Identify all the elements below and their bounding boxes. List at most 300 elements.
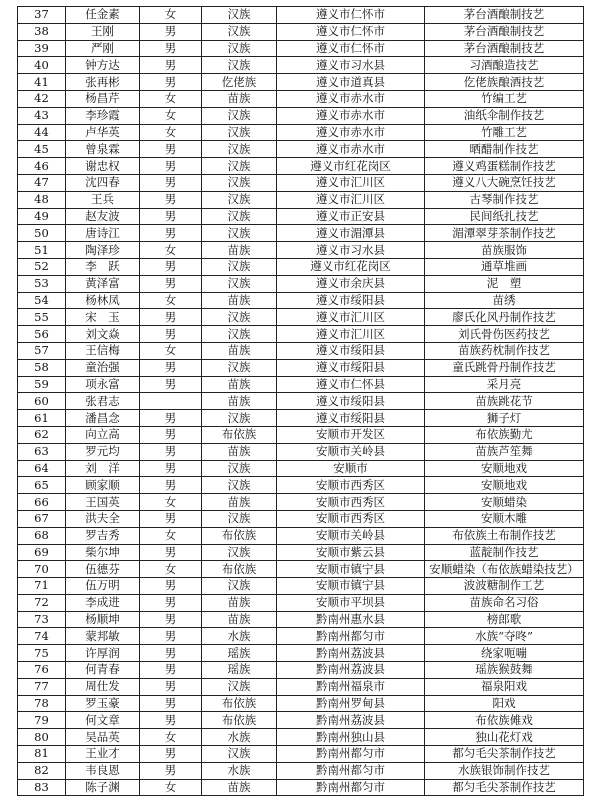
row-number-cell: 82 bbox=[18, 762, 66, 779]
location-cell: 遵义市赤水市 bbox=[277, 141, 425, 158]
name-cell: 张君志 bbox=[66, 393, 140, 410]
ethnicity-cell: 水族 bbox=[202, 729, 277, 746]
ethnicity-cell: 汉族 bbox=[202, 258, 277, 275]
ethnicity-cell: 汉族 bbox=[202, 460, 277, 477]
name-cell: 周仕发 bbox=[66, 678, 140, 695]
ethnicity-cell: 苗族 bbox=[202, 90, 277, 107]
location-cell: 遵义市赤水市 bbox=[277, 107, 425, 124]
heritage-item-cell: 晒醋制作技艺 bbox=[425, 141, 584, 158]
table-body bbox=[18, 7, 584, 796]
heritage-item-cell: 安顺蜡染（布依族蜡染技艺） bbox=[425, 561, 584, 578]
row-number-cell: 77 bbox=[18, 678, 66, 695]
name-cell: 王刚 bbox=[66, 23, 140, 40]
heritage-item-cell: 油纸伞制作技艺 bbox=[425, 107, 584, 124]
sex-cell: 女 bbox=[140, 729, 202, 746]
ethnicity-cell: 苗族 bbox=[202, 242, 277, 259]
row-number-cell: 69 bbox=[18, 544, 66, 561]
location-cell: 黔南州惠水县 bbox=[277, 611, 425, 628]
heritage-item-cell: 布依族土布制作技艺 bbox=[425, 527, 584, 544]
table-row bbox=[18, 494, 584, 511]
name-cell: 谢忠权 bbox=[66, 158, 140, 175]
table-row bbox=[18, 561, 584, 578]
ethnicity-cell: 汉族 bbox=[202, 544, 277, 561]
ethnicity-cell: 苗族 bbox=[202, 342, 277, 359]
sex-cell: 女 bbox=[140, 527, 202, 544]
ethnicity-cell: 汉族 bbox=[202, 124, 277, 141]
sex-cell: 男 bbox=[140, 594, 202, 611]
name-cell: 伍德芬 bbox=[66, 561, 140, 578]
table-row bbox=[18, 376, 584, 393]
name-cell: 柴尔坤 bbox=[66, 544, 140, 561]
heritage-item-cell: 遵义鸡蛋糕制作技艺 bbox=[425, 158, 584, 175]
location-cell: 安顺市镇宁县 bbox=[277, 578, 425, 595]
row-number-cell: 49 bbox=[18, 208, 66, 225]
ethnicity-cell: 汉族 bbox=[202, 746, 277, 763]
ethnicity-cell: 苗族 bbox=[202, 443, 277, 460]
heritage-item-cell: 狮子灯 bbox=[425, 410, 584, 427]
sex-cell: 男 bbox=[140, 410, 202, 427]
sex-cell: 男 bbox=[140, 477, 202, 494]
sex-cell: 男 bbox=[140, 208, 202, 225]
table-row bbox=[18, 477, 584, 494]
row-number-cell: 83 bbox=[18, 779, 66, 796]
heritage-item-cell: 苗绣 bbox=[425, 292, 584, 309]
location-cell: 黔南州都匀市 bbox=[277, 628, 425, 645]
table-row bbox=[18, 57, 584, 74]
ethnicity-cell: 汉族 bbox=[202, 191, 277, 208]
location-cell: 黔南州都匀市 bbox=[277, 746, 425, 763]
location-cell: 遵义市红花岗区 bbox=[277, 158, 425, 175]
ethnicity-cell: 苗族 bbox=[202, 611, 277, 628]
location-cell: 遵义市赤水市 bbox=[277, 90, 425, 107]
location-cell: 黔南州罗甸县 bbox=[277, 695, 425, 712]
sex-cell: 男 bbox=[140, 510, 202, 527]
sex-cell: 女 bbox=[140, 561, 202, 578]
table-row bbox=[18, 678, 584, 695]
name-cell: 向立高 bbox=[66, 426, 140, 443]
row-number-cell: 57 bbox=[18, 342, 66, 359]
location-cell: 遵义市汇川区 bbox=[277, 191, 425, 208]
ethnicity-cell: 汉族 bbox=[202, 174, 277, 191]
heritage-item-cell: 苗族命名习俗 bbox=[425, 594, 584, 611]
location-cell: 安顺市关岭县 bbox=[277, 527, 425, 544]
sex-cell: 男 bbox=[140, 141, 202, 158]
heritage-item-cell: 民间纸扎技艺 bbox=[425, 208, 584, 225]
name-cell: 杨昌芹 bbox=[66, 90, 140, 107]
table-row bbox=[18, 90, 584, 107]
table-row bbox=[18, 74, 584, 91]
heritage-item-cell: 独山花灯戏 bbox=[425, 729, 584, 746]
ethnicity-cell: 瑶族 bbox=[202, 645, 277, 662]
ethnicity-cell: 布依族 bbox=[202, 561, 277, 578]
row-number-cell: 67 bbox=[18, 510, 66, 527]
sex-cell: 男 bbox=[140, 611, 202, 628]
ethnicity-cell: 苗族 bbox=[202, 594, 277, 611]
ethnicity-cell: 汉族 bbox=[202, 309, 277, 326]
location-cell: 遵义市余庆县 bbox=[277, 275, 425, 292]
name-cell: 沈四春 bbox=[66, 174, 140, 191]
heritage-item-cell: 采月亮 bbox=[425, 376, 584, 393]
table-row bbox=[18, 544, 584, 561]
row-number-cell: 50 bbox=[18, 225, 66, 242]
row-number-cell: 76 bbox=[18, 662, 66, 679]
ethnicity-cell: 仡佬族 bbox=[202, 74, 277, 91]
row-number-cell: 68 bbox=[18, 527, 66, 544]
row-number-cell: 37 bbox=[18, 7, 66, 24]
heritage-item-cell: 苗族跳花节 bbox=[425, 393, 584, 410]
sex-cell: 女 bbox=[140, 242, 202, 259]
location-cell: 安顺市紫云县 bbox=[277, 544, 425, 561]
heritage-item-cell: 竹编工艺 bbox=[425, 90, 584, 107]
name-cell: 洪夫全 bbox=[66, 510, 140, 527]
name-cell: 李成进 bbox=[66, 594, 140, 611]
heritage-item-cell: 安顺木雕 bbox=[425, 510, 584, 527]
location-cell: 黔南州荔波县 bbox=[277, 662, 425, 679]
name-cell: 蒙邦敏 bbox=[66, 628, 140, 645]
ethnicity-cell: 汉族 bbox=[202, 23, 277, 40]
table-row bbox=[18, 695, 584, 712]
row-number-cell: 74 bbox=[18, 628, 66, 645]
heritage-item-cell: 水族“夺咚” bbox=[425, 628, 584, 645]
row-number-cell: 53 bbox=[18, 275, 66, 292]
location-cell: 黔南州荔波县 bbox=[277, 712, 425, 729]
row-number-cell: 63 bbox=[18, 443, 66, 460]
heritage-item-cell: 通草堆画 bbox=[425, 258, 584, 275]
location-cell: 遵义市汇川区 bbox=[277, 309, 425, 326]
location-cell: 安顺市开发区 bbox=[277, 426, 425, 443]
row-number-cell: 41 bbox=[18, 74, 66, 91]
row-number-cell: 44 bbox=[18, 124, 66, 141]
table-row bbox=[18, 158, 584, 175]
row-number-cell: 66 bbox=[18, 494, 66, 511]
sex-cell: 男 bbox=[140, 712, 202, 729]
location-cell: 遵义市绥阳县 bbox=[277, 342, 425, 359]
name-cell: 钟方达 bbox=[66, 57, 140, 74]
ethnicity-cell: 汉族 bbox=[202, 359, 277, 376]
row-number-cell: 75 bbox=[18, 645, 66, 662]
sex-cell: 男 bbox=[140, 578, 202, 595]
location-cell: 遵义市汇川区 bbox=[277, 174, 425, 191]
table-row bbox=[18, 258, 584, 275]
name-cell: 杨顺坤 bbox=[66, 611, 140, 628]
ethnicity-cell: 汉族 bbox=[202, 578, 277, 595]
sex-cell: 男 bbox=[140, 275, 202, 292]
sex-cell: 男 bbox=[140, 628, 202, 645]
sex-cell: 女 bbox=[140, 107, 202, 124]
ethnicity-cell: 苗族 bbox=[202, 376, 277, 393]
table-row bbox=[18, 460, 584, 477]
sex-cell: 男 bbox=[140, 426, 202, 443]
name-cell: 曾泉霖 bbox=[66, 141, 140, 158]
name-cell: 伍万明 bbox=[66, 578, 140, 595]
heritage-item-cell: 茅台酒酿制技艺 bbox=[425, 23, 584, 40]
ethnicity-cell: 苗族 bbox=[202, 779, 277, 796]
table-row bbox=[18, 141, 584, 158]
sex-cell bbox=[140, 393, 202, 410]
table-row bbox=[18, 40, 584, 57]
location-cell: 遵义市赤水市 bbox=[277, 124, 425, 141]
ethnicity-cell: 汉族 bbox=[202, 57, 277, 74]
table-row bbox=[18, 242, 584, 259]
sex-cell: 男 bbox=[140, 678, 202, 695]
heritage-item-cell: 福泉阳戏 bbox=[425, 678, 584, 695]
row-number-cell: 65 bbox=[18, 477, 66, 494]
name-cell: 罗吉秀 bbox=[66, 527, 140, 544]
row-number-cell: 64 bbox=[18, 460, 66, 477]
sex-cell: 男 bbox=[140, 74, 202, 91]
name-cell: 陶泽珍 bbox=[66, 242, 140, 259]
location-cell: 安顺市镇宁县 bbox=[277, 561, 425, 578]
sex-cell: 男 bbox=[140, 23, 202, 40]
heritage-item-cell: 童氏跳骨丹制作技艺 bbox=[425, 359, 584, 376]
heritage-item-cell: 阳戏 bbox=[425, 695, 584, 712]
name-cell: 韦良恩 bbox=[66, 762, 140, 779]
table-row bbox=[18, 410, 584, 427]
location-cell: 黔南州都匀市 bbox=[277, 762, 425, 779]
row-number-cell: 62 bbox=[18, 426, 66, 443]
sex-cell: 男 bbox=[140, 762, 202, 779]
location-cell: 遵义市绥阳县 bbox=[277, 359, 425, 376]
table-row bbox=[18, 628, 584, 645]
sex-cell: 男 bbox=[140, 376, 202, 393]
heritage-item-cell: 都匀毛尖茶制作技艺 bbox=[425, 746, 584, 763]
heritage-item-cell: 湄潭翠芽茶制作技艺 bbox=[425, 225, 584, 242]
table-row bbox=[18, 611, 584, 628]
heritage-item-cell: 蓝靛制作技艺 bbox=[425, 544, 584, 561]
location-cell: 黔南州荔波县 bbox=[277, 645, 425, 662]
location-cell: 安顺市西秀区 bbox=[277, 510, 425, 527]
heritage-item-cell: 茅台酒酿制技艺 bbox=[425, 7, 584, 24]
row-number-cell: 38 bbox=[18, 23, 66, 40]
sex-cell: 男 bbox=[140, 174, 202, 191]
sex-cell: 男 bbox=[140, 645, 202, 662]
heritage-item-cell: 波波糖制作工艺 bbox=[425, 578, 584, 595]
location-cell: 遵义市习水县 bbox=[277, 242, 425, 259]
heritage-item-cell: 布依族勤尤 bbox=[425, 426, 584, 443]
name-cell: 何文章 bbox=[66, 712, 140, 729]
sex-cell: 男 bbox=[140, 225, 202, 242]
sex-cell: 女 bbox=[140, 90, 202, 107]
row-number-cell: 71 bbox=[18, 578, 66, 595]
heritage-item-cell: 榜郎歌 bbox=[425, 611, 584, 628]
location-cell: 遵义市仁怀县 bbox=[277, 376, 425, 393]
heritage-item-cell: 水族银饰制作技艺 bbox=[425, 762, 584, 779]
sex-cell: 男 bbox=[140, 746, 202, 763]
heritage-item-cell: 都匀毛尖茶制作技艺 bbox=[425, 779, 584, 796]
sex-cell: 男 bbox=[140, 158, 202, 175]
row-number-cell: 54 bbox=[18, 292, 66, 309]
table-row bbox=[18, 527, 584, 544]
location-cell: 安顺市关岭县 bbox=[277, 443, 425, 460]
sex-cell: 男 bbox=[140, 326, 202, 343]
location-cell: 遵义市正安县 bbox=[277, 208, 425, 225]
name-cell: 赵友波 bbox=[66, 208, 140, 225]
heritage-item-cell: 绕家呃嘣 bbox=[425, 645, 584, 662]
sex-cell: 男 bbox=[140, 544, 202, 561]
sex-cell: 女 bbox=[140, 342, 202, 359]
heritage-item-cell: 布依族傩戏 bbox=[425, 712, 584, 729]
name-cell: 刘文焱 bbox=[66, 326, 140, 343]
table-row bbox=[18, 174, 584, 191]
name-cell: 顾家顺 bbox=[66, 477, 140, 494]
location-cell: 遵义市道真县 bbox=[277, 74, 425, 91]
name-cell: 罗玉豪 bbox=[66, 695, 140, 712]
heritage-item-cell: 竹雕工艺 bbox=[425, 124, 584, 141]
table-row bbox=[18, 746, 584, 763]
row-number-cell: 81 bbox=[18, 746, 66, 763]
location-cell: 安顺市西秀区 bbox=[277, 477, 425, 494]
table-row bbox=[18, 292, 584, 309]
location-cell: 安顺市平坝县 bbox=[277, 594, 425, 611]
row-number-cell: 72 bbox=[18, 594, 66, 611]
table-row bbox=[18, 712, 584, 729]
location-cell: 遵义市绥阳县 bbox=[277, 410, 425, 427]
location-cell: 黔南州福泉市 bbox=[277, 678, 425, 695]
heritage-item-cell: 安顺地戏 bbox=[425, 477, 584, 494]
row-number-cell: 51 bbox=[18, 242, 66, 259]
name-cell: 王国英 bbox=[66, 494, 140, 511]
row-number-cell: 73 bbox=[18, 611, 66, 628]
location-cell: 黔南州独山县 bbox=[277, 729, 425, 746]
ethnicity-cell: 汉族 bbox=[202, 678, 277, 695]
sex-cell: 男 bbox=[140, 309, 202, 326]
sex-cell: 男 bbox=[140, 40, 202, 57]
ethnicity-cell: 苗族 bbox=[202, 393, 277, 410]
location-cell: 遵义市仁怀市 bbox=[277, 7, 425, 24]
ethnicity-cell: 汉族 bbox=[202, 225, 277, 242]
row-number-cell: 48 bbox=[18, 191, 66, 208]
row-number-cell: 52 bbox=[18, 258, 66, 275]
name-cell: 张再彬 bbox=[66, 74, 140, 91]
heritage-item-cell: 刘氏骨伤医药技艺 bbox=[425, 326, 584, 343]
location-cell: 黔南州都匀市 bbox=[277, 779, 425, 796]
row-number-cell: 58 bbox=[18, 359, 66, 376]
ethnicity-cell: 汉族 bbox=[202, 158, 277, 175]
ethnicity-cell: 汉族 bbox=[202, 275, 277, 292]
name-cell: 何青春 bbox=[66, 662, 140, 679]
row-number-cell: 43 bbox=[18, 107, 66, 124]
ethnicity-cell: 苗族 bbox=[202, 292, 277, 309]
table-row bbox=[18, 326, 584, 343]
ethnicity-cell: 瑶族 bbox=[202, 662, 277, 679]
ethnicity-cell: 汉族 bbox=[202, 326, 277, 343]
name-cell: 宋 玉 bbox=[66, 309, 140, 326]
location-cell: 遵义市绥阳县 bbox=[277, 393, 425, 410]
location-cell: 安顺市西秀区 bbox=[277, 494, 425, 511]
row-number-cell: 59 bbox=[18, 376, 66, 393]
sex-cell: 女 bbox=[140, 7, 202, 24]
heritage-item-cell: 遵义八大碗烹饪技艺 bbox=[425, 174, 584, 191]
table-row bbox=[18, 309, 584, 326]
ethnicity-cell: 汉族 bbox=[202, 107, 277, 124]
sex-cell: 男 bbox=[140, 695, 202, 712]
heritage-item-cell: 古琴制作技艺 bbox=[425, 191, 584, 208]
row-number-cell: 42 bbox=[18, 90, 66, 107]
table-row bbox=[18, 275, 584, 292]
name-cell: 许厚润 bbox=[66, 645, 140, 662]
table-row bbox=[18, 443, 584, 460]
location-cell: 遵义市湄潭县 bbox=[277, 225, 425, 242]
name-cell: 李 跃 bbox=[66, 258, 140, 275]
table-row bbox=[18, 208, 584, 225]
table-row bbox=[18, 359, 584, 376]
sex-cell: 女 bbox=[140, 124, 202, 141]
row-number-cell: 39 bbox=[18, 40, 66, 57]
name-cell: 刘 洋 bbox=[66, 460, 140, 477]
table-row bbox=[18, 662, 584, 679]
location-cell: 安顺市 bbox=[277, 460, 425, 477]
sex-cell: 男 bbox=[140, 662, 202, 679]
location-cell: 遵义市习水县 bbox=[277, 57, 425, 74]
row-number-cell: 55 bbox=[18, 309, 66, 326]
ethnicity-cell: 布依族 bbox=[202, 695, 277, 712]
heritage-item-cell: 仡佬族酿酒技艺 bbox=[425, 74, 584, 91]
ethnicity-cell: 汉族 bbox=[202, 40, 277, 57]
sex-cell: 男 bbox=[140, 443, 202, 460]
name-cell: 卢华英 bbox=[66, 124, 140, 141]
name-cell: 童治强 bbox=[66, 359, 140, 376]
name-cell: 杨林凤 bbox=[66, 292, 140, 309]
heritage-item-cell: 瑶族猴鼓舞 bbox=[425, 662, 584, 679]
row-number-cell: 56 bbox=[18, 326, 66, 343]
table-row bbox=[18, 225, 584, 242]
ethnicity-cell: 汉族 bbox=[202, 7, 277, 24]
row-number-cell: 45 bbox=[18, 141, 66, 158]
name-cell: 唐诗江 bbox=[66, 225, 140, 242]
name-cell: 项永富 bbox=[66, 376, 140, 393]
inheritor-table bbox=[17, 6, 584, 796]
table-row bbox=[18, 7, 584, 24]
name-cell: 罗元均 bbox=[66, 443, 140, 460]
row-number-cell: 80 bbox=[18, 729, 66, 746]
name-cell: 王兵 bbox=[66, 191, 140, 208]
heritage-item-cell: 苗族芦笙舞 bbox=[425, 443, 584, 460]
ethnicity-cell: 汉族 bbox=[202, 208, 277, 225]
name-cell: 黄泽富 bbox=[66, 275, 140, 292]
ethnicity-cell: 苗族 bbox=[202, 494, 277, 511]
row-number-cell: 46 bbox=[18, 158, 66, 175]
table-row bbox=[18, 578, 584, 595]
name-cell: 严刚 bbox=[66, 40, 140, 57]
sex-cell: 女 bbox=[140, 779, 202, 796]
table-row bbox=[18, 779, 584, 796]
ethnicity-cell: 布依族 bbox=[202, 527, 277, 544]
name-cell: 陈子渊 bbox=[66, 779, 140, 796]
location-cell: 遵义市仁怀市 bbox=[277, 23, 425, 40]
table-row bbox=[18, 729, 584, 746]
ethnicity-cell: 布依族 bbox=[202, 712, 277, 729]
row-number-cell: 78 bbox=[18, 695, 66, 712]
name-cell: 王业才 bbox=[66, 746, 140, 763]
table-row bbox=[18, 107, 584, 124]
sex-cell: 女 bbox=[140, 494, 202, 511]
ethnicity-cell: 汉族 bbox=[202, 141, 277, 158]
table-row bbox=[18, 191, 584, 208]
name-cell: 吴品英 bbox=[66, 729, 140, 746]
row-number-cell: 47 bbox=[18, 174, 66, 191]
table-row bbox=[18, 762, 584, 779]
sex-cell: 男 bbox=[140, 359, 202, 376]
table-row bbox=[18, 23, 584, 40]
row-number-cell: 79 bbox=[18, 712, 66, 729]
name-cell: 潘昌念 bbox=[66, 410, 140, 427]
table-row bbox=[18, 124, 584, 141]
row-number-cell: 60 bbox=[18, 393, 66, 410]
sex-cell: 男 bbox=[140, 57, 202, 74]
name-cell: 任金素 bbox=[66, 7, 140, 24]
heritage-item-cell: 安顺地戏 bbox=[425, 460, 584, 477]
ethnicity-cell: 水族 bbox=[202, 628, 277, 645]
